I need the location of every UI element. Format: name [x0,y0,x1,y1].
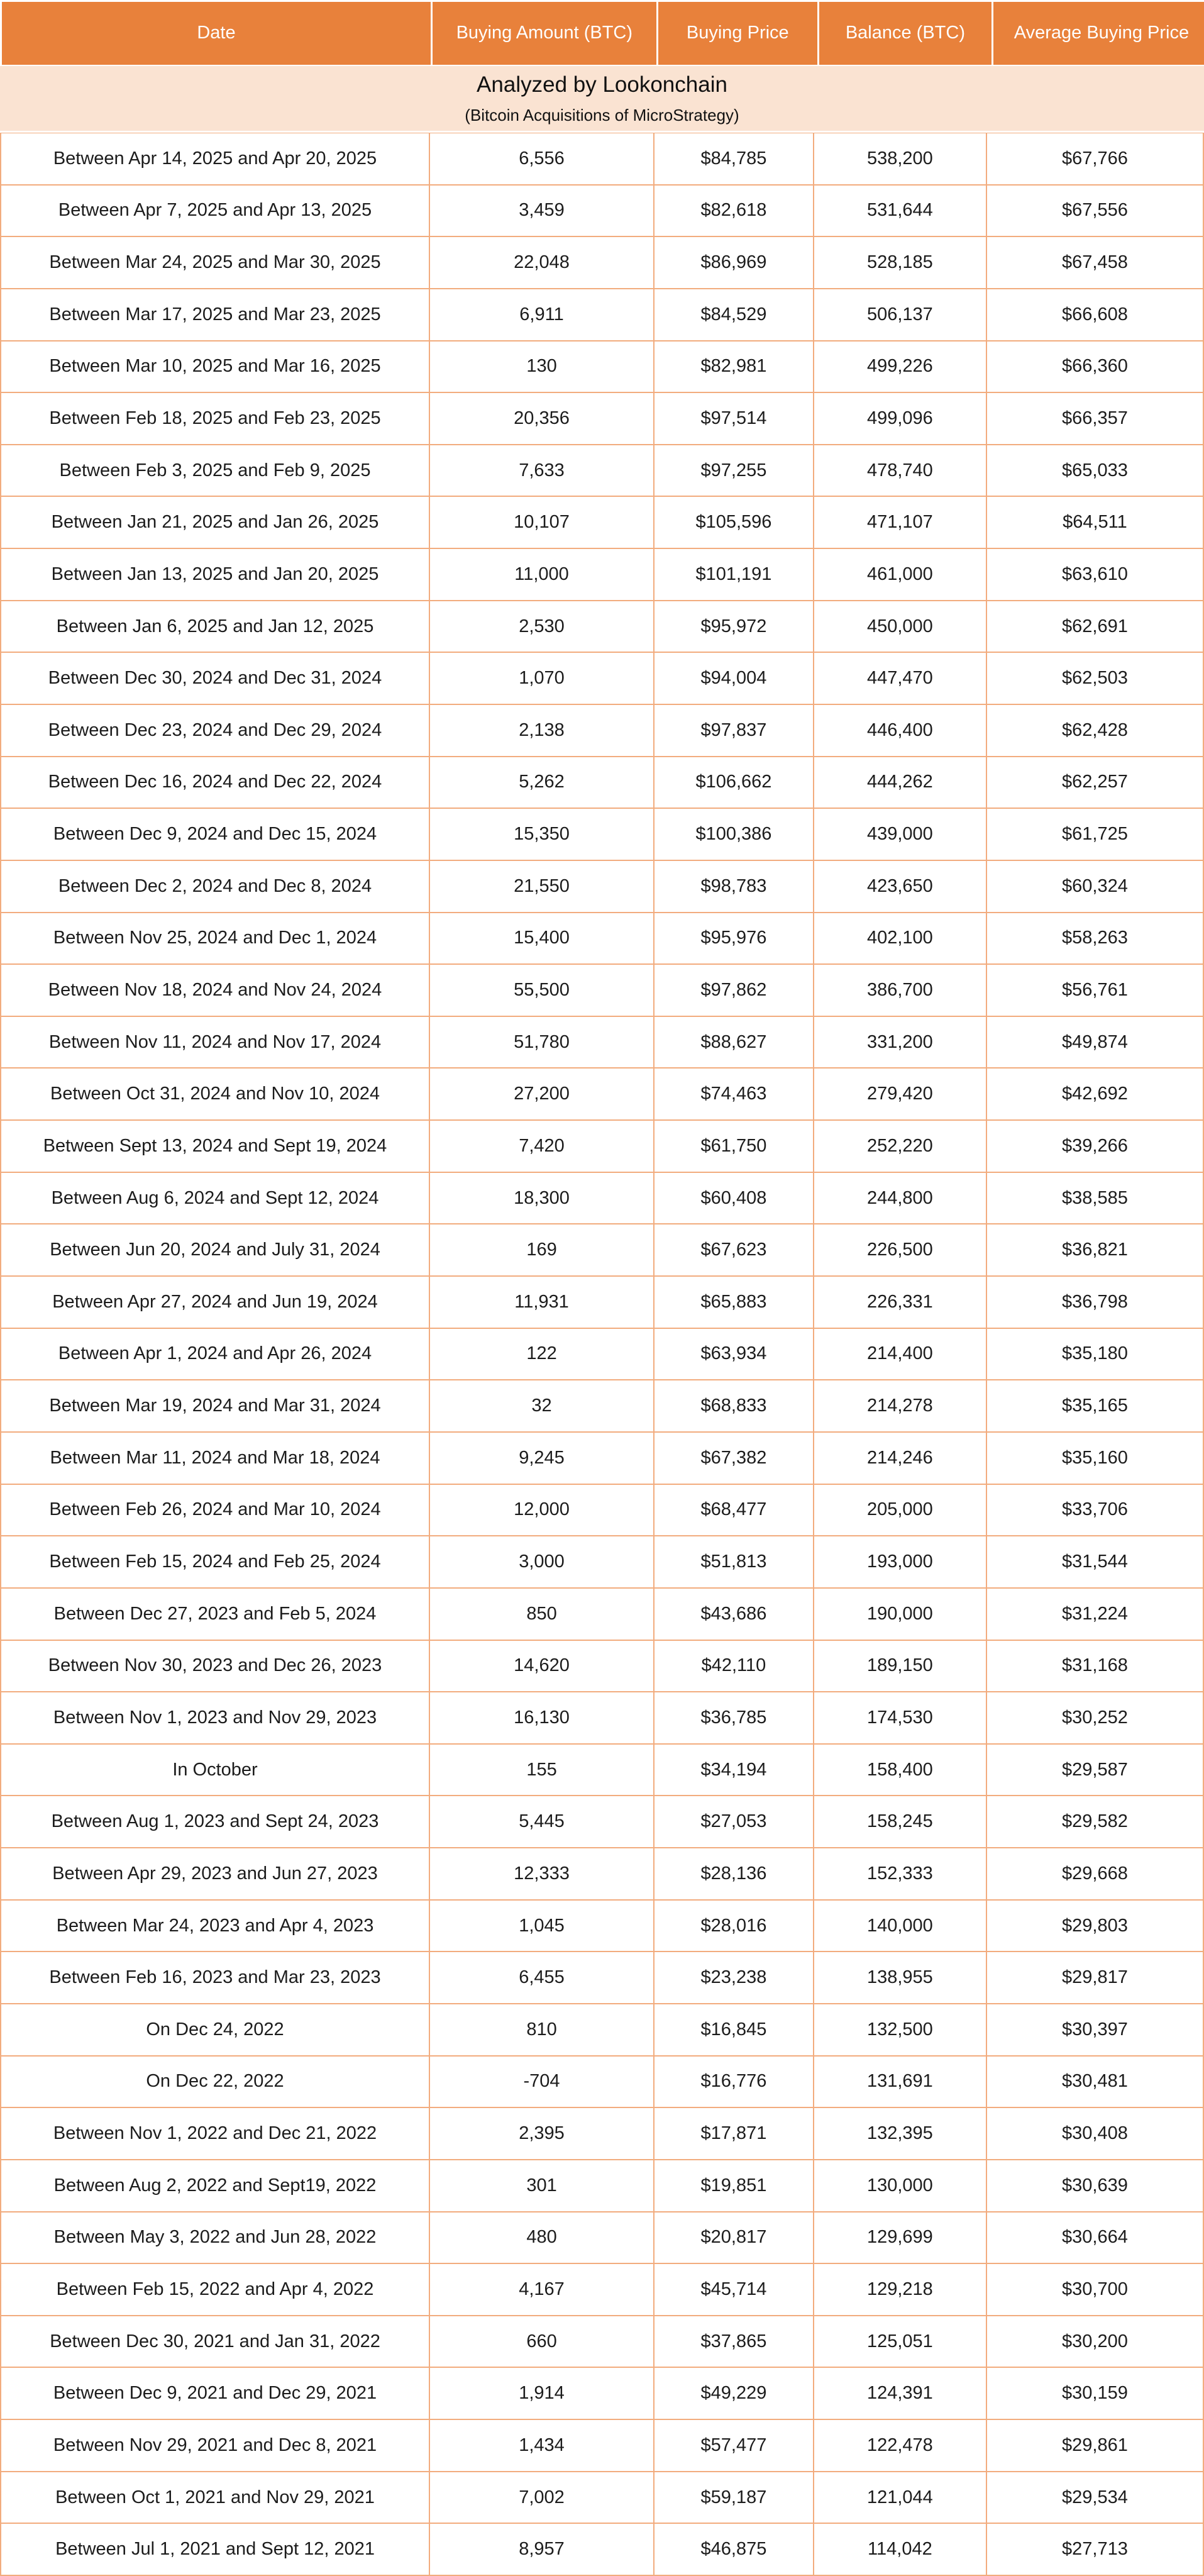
cell-average-buying-price: $66,608 [987,289,1204,341]
cell-balance: 205,000 [814,1485,987,1537]
cell-average-buying-price: $29,582 [987,1796,1204,1848]
cell-buying-price: $59,187 [654,2472,814,2524]
table-row [0,1017,1204,1069]
cell-balance: 506,137 [814,289,987,341]
cell-balance: 214,400 [814,1329,987,1381]
cell-date: Between Dec 27, 2023 and Feb 5, 2024 [0,1589,430,1641]
cell-buying-amount: 5,445 [430,1796,654,1848]
cell-date: Between May 3, 2022 and Jun 28, 2022 [0,2212,430,2265]
cell-date: Between Dec 23, 2024 and Dec 29, 2024 [0,705,430,757]
cell-buying-price: $82,618 [654,186,814,238]
table-row [0,2524,1204,2576]
cell-buying-amount: 810 [430,2004,654,2057]
cell-date: In October [0,1745,430,1797]
cell-buying-amount: 15,350 [430,809,654,861]
cell-average-buying-price: $42,692 [987,1069,1204,1121]
cell-buying-amount: 2,395 [430,2108,654,2160]
cell-buying-amount: 7,420 [430,1121,654,1173]
caption-title: Analyzed by Lookonchain [477,72,727,97]
cell-average-buying-price: $35,165 [987,1380,1204,1433]
cell-date: Between Nov 1, 2022 and Dec 21, 2022 [0,2108,430,2160]
cell-buying-price: $68,477 [654,1485,814,1537]
cell-date: Between Jan 6, 2025 and Jan 12, 2025 [0,601,430,653]
cell-buying-price: $74,463 [654,1069,814,1121]
cell-buying-price: $97,514 [654,393,814,445]
cell-buying-price: $84,529 [654,289,814,341]
table-row [0,2160,1204,2212]
cell-date: Between Dec 9, 2024 and Dec 15, 2024 [0,809,430,861]
cell-balance: 331,200 [814,1017,987,1069]
cell-date: Between Jul 1, 2021 and Sept 12, 2021 [0,2524,430,2576]
cell-average-buying-price: $29,534 [987,2472,1204,2524]
cell-average-buying-price: $60,324 [987,861,1204,913]
cell-buying-price: $97,862 [654,965,814,1017]
cell-buying-amount: 1,434 [430,2420,654,2472]
cell-date: Between Nov 1, 2023 and Nov 29, 2023 [0,1692,430,1745]
cell-buying-amount: 130 [430,341,654,394]
cell-balance: 129,218 [814,2264,987,2316]
cell-buying-amount: 2,138 [430,705,654,757]
cell-date: Between Nov 25, 2024 and Dec 1, 2024 [0,913,430,965]
table-row [0,1277,1204,1329]
cell-average-buying-price: $30,200 [987,2316,1204,2368]
cell-buying-price: $94,004 [654,653,814,705]
cell-balance: 190,000 [814,1589,987,1641]
table-row [0,2264,1204,2316]
column-header-balance: Balance (BTC) [819,2,991,65]
cell-balance: 140,000 [814,1901,987,1953]
cell-buying-amount: 4,167 [430,2264,654,2316]
table-row [0,2316,1204,2368]
cell-buying-price: $16,845 [654,2004,814,2057]
cell-average-buying-price: $67,766 [987,133,1204,186]
cell-buying-amount: -704 [430,2057,654,2109]
cell-buying-amount: 3,000 [430,1536,654,1589]
cell-average-buying-price: $39,266 [987,1121,1204,1173]
cell-buying-price: $19,851 [654,2160,814,2212]
cell-date: Between Nov 18, 2024 and Nov 24, 2024 [0,965,430,1017]
cell-buying-amount: 8,957 [430,2524,654,2576]
cell-balance: 132,500 [814,2004,987,2057]
cell-average-buying-price: $49,874 [987,1017,1204,1069]
cell-buying-price: $27,053 [654,1796,814,1848]
cell-buying-price: $95,972 [654,601,814,653]
cell-average-buying-price: $30,664 [987,2212,1204,2265]
cell-date: Between Mar 24, 2023 and Apr 4, 2023 [0,1901,430,1953]
cell-buying-price: $95,976 [654,913,814,965]
cell-buying-amount: 51,780 [430,1017,654,1069]
cell-buying-price: $97,837 [654,705,814,757]
cell-date: Between Feb 15, 2022 and Apr 4, 2022 [0,2264,430,2316]
cell-average-buying-price: $29,817 [987,1952,1204,2004]
cell-date: On Dec 24, 2022 [0,2004,430,2057]
cell-average-buying-price: $30,639 [987,2160,1204,2212]
cell-average-buying-price: $63,610 [987,549,1204,601]
cell-buying-price: $42,110 [654,1641,814,1693]
table-row [0,809,1204,861]
cell-average-buying-price: $30,481 [987,2057,1204,2109]
cell-date: Between Mar 11, 2024 and Mar 18, 2024 [0,1433,430,1485]
table-row [0,2420,1204,2472]
table-row [0,1433,1204,1485]
cell-average-buying-price: $30,159 [987,2368,1204,2420]
cell-buying-price: $101,191 [654,549,814,601]
cell-date: Between Apr 27, 2024 and Jun 19, 2024 [0,1277,430,1329]
column-header-average-buying-price: Average Buying Price [993,2,1204,65]
cell-buying-price: $34,194 [654,1745,814,1797]
cell-average-buying-price: $62,691 [987,601,1204,653]
cell-buying-price: $17,871 [654,2108,814,2160]
cell-average-buying-price: $56,761 [987,965,1204,1017]
table-row [0,1224,1204,1277]
cell-buying-amount: 27,200 [430,1069,654,1121]
table-row [0,2108,1204,2160]
cell-date: Between Aug 6, 2024 and Sept 12, 2024 [0,1173,430,1225]
table-row [0,497,1204,549]
cell-balance: 478,740 [814,445,987,497]
cell-balance: 121,044 [814,2472,987,2524]
cell-buying-price: $88,627 [654,1017,814,1069]
cell-average-buying-price: $67,556 [987,186,1204,238]
cell-average-buying-price: $67,458 [987,237,1204,289]
cell-date: Between Nov 29, 2021 and Dec 8, 2021 [0,2420,430,2472]
table-row [0,133,1204,186]
cell-balance: 124,391 [814,2368,987,2420]
cell-buying-amount: 21,550 [430,861,654,913]
cell-date: Between Oct 1, 2021 and Nov 29, 2021 [0,2472,430,2524]
table-row [0,445,1204,497]
cell-average-buying-price: $30,700 [987,2264,1204,2316]
cell-buying-amount: 1,045 [430,1901,654,1953]
cell-balance: 114,042 [814,2524,987,2576]
column-header-buying-price: Buying Price [658,2,817,65]
cell-buying-amount: 22,048 [430,237,654,289]
cell-buying-price: $106,662 [654,757,814,809]
cell-average-buying-price: $29,587 [987,1745,1204,1797]
cell-average-buying-price: $62,428 [987,705,1204,757]
cell-buying-amount: 7,633 [430,445,654,497]
cell-buying-price: $61,750 [654,1121,814,1173]
cell-buying-amount: 12,333 [430,1848,654,1901]
cell-average-buying-price: $30,408 [987,2108,1204,2160]
table-row [0,757,1204,809]
cell-balance: 531,644 [814,186,987,238]
cell-balance: 450,000 [814,601,987,653]
cell-buying-price: $63,934 [654,1329,814,1381]
cell-average-buying-price: $30,252 [987,1692,1204,1745]
cell-balance: 130,000 [814,2160,987,2212]
cell-date: Between Apr 29, 2023 and Jun 27, 2023 [0,1848,430,1901]
cell-date: Between Jan 21, 2025 and Jan 26, 2025 [0,497,430,549]
table-row [0,1952,1204,2004]
cell-balance: 129,699 [814,2212,987,2265]
cell-buying-amount: 16,130 [430,1692,654,1745]
cell-buying-amount: 1,070 [430,653,654,705]
cell-date: Between Apr 1, 2024 and Apr 26, 2024 [0,1329,430,1381]
column-header-buying-amount: Buying Amount (BTC) [433,2,656,65]
cell-balance: 214,278 [814,1380,987,1433]
cell-buying-amount: 660 [430,2316,654,2368]
cell-buying-price: $49,229 [654,2368,814,2420]
table-row [0,341,1204,394]
cell-buying-price: $84,785 [654,133,814,186]
cell-balance: 402,100 [814,913,987,965]
cell-average-buying-price: $58,263 [987,913,1204,965]
cell-buying-price: $51,813 [654,1536,814,1589]
cell-buying-price: $65,883 [654,1277,814,1329]
table-row [0,1329,1204,1381]
cell-date: Between Aug 2, 2022 and Sept19, 2022 [0,2160,430,2212]
cell-average-buying-price: $36,821 [987,1224,1204,1277]
table-row [0,705,1204,757]
cell-buying-amount: 11,931 [430,1277,654,1329]
cell-balance: 131,691 [814,2057,987,2109]
table-row [0,1901,1204,1953]
cell-buying-price: $68,833 [654,1380,814,1433]
cell-date: Between Nov 30, 2023 and Dec 26, 2023 [0,1641,430,1693]
cell-balance: 252,220 [814,1121,987,1173]
cell-date: Between Dec 9, 2021 and Dec 29, 2021 [0,2368,430,2420]
table-row [0,1173,1204,1225]
cell-date: Between Mar 10, 2025 and Mar 16, 2025 [0,341,430,394]
cell-buying-price: $57,477 [654,2420,814,2472]
table-row [0,237,1204,289]
table-row [0,1848,1204,1901]
cell-balance: 499,096 [814,393,987,445]
cell-average-buying-price: $31,168 [987,1641,1204,1693]
cell-average-buying-price: $27,713 [987,2524,1204,2576]
cell-date: Between Feb 15, 2024 and Feb 25, 2024 [0,1536,430,1589]
cell-balance: 226,331 [814,1277,987,1329]
cell-balance: 158,400 [814,1745,987,1797]
table-row [0,2368,1204,2420]
table-row [0,965,1204,1017]
cell-average-buying-price: $66,360 [987,341,1204,394]
cell-average-buying-price: $33,706 [987,1485,1204,1537]
table-row [0,2212,1204,2265]
cell-average-buying-price: $29,668 [987,1848,1204,1901]
table-row [0,1745,1204,1797]
cell-buying-amount: 3,459 [430,186,654,238]
cell-balance: 193,000 [814,1536,987,1589]
cell-buying-price: $97,255 [654,445,814,497]
cell-buying-price: $100,386 [654,809,814,861]
cell-date: Between Feb 26, 2024 and Mar 10, 2024 [0,1485,430,1537]
cell-buying-price: $43,686 [654,1589,814,1641]
cell-buying-price: $45,714 [654,2264,814,2316]
cell-buying-price: $67,623 [654,1224,814,1277]
cell-balance: 125,051 [814,2316,987,2368]
cell-buying-amount: 301 [430,2160,654,2212]
cell-buying-price: $82,981 [654,341,814,394]
cell-balance: 152,333 [814,1848,987,1901]
cell-balance: 138,955 [814,1952,987,2004]
cell-average-buying-price: $64,511 [987,497,1204,549]
table-row [0,1796,1204,1848]
table-row [0,1641,1204,1693]
table-row [0,1121,1204,1173]
cell-buying-price: $28,016 [654,1901,814,1953]
table-row [0,653,1204,705]
cell-date: Between Dec 16, 2024 and Dec 22, 2024 [0,757,430,809]
cell-buying-amount: 850 [430,1589,654,1641]
cell-balance: 279,420 [814,1069,987,1121]
cell-buying-price: $46,875 [654,2524,814,2576]
table-row [0,1485,1204,1537]
cell-date: Between Oct 31, 2024 and Nov 10, 2024 [0,1069,430,1121]
table-row [0,1536,1204,1589]
cell-average-buying-price: $31,224 [987,1589,1204,1641]
cell-date: Between Sept 13, 2024 and Sept 19, 2024 [0,1121,430,1173]
cell-buying-price: $86,969 [654,237,814,289]
cell-buying-amount: 20,356 [430,393,654,445]
cell-balance: 446,400 [814,705,987,757]
cell-buying-amount: 155 [430,1745,654,1797]
cell-buying-amount: 55,500 [430,965,654,1017]
cell-buying-price: $37,865 [654,2316,814,2368]
cell-buying-amount: 480 [430,2212,654,2265]
cell-average-buying-price: $62,257 [987,757,1204,809]
table-row [0,1069,1204,1121]
cell-date: Between Feb 16, 2023 and Mar 23, 2023 [0,1952,430,2004]
cell-buying-amount: 15,400 [430,913,654,965]
cell-date: Between Dec 30, 2024 and Dec 31, 2024 [0,653,430,705]
cell-balance: 471,107 [814,497,987,549]
column-header-date: Date [2,2,431,65]
cell-buying-amount: 169 [430,1224,654,1277]
cell-date: Between Mar 24, 2025 and Mar 30, 2025 [0,237,430,289]
cell-date: Between Dec 30, 2021 and Jan 31, 2022 [0,2316,430,2368]
cell-balance: 174,530 [814,1692,987,1745]
cell-balance: 226,500 [814,1224,987,1277]
cell-buying-amount: 1,914 [430,2368,654,2420]
cell-balance: 439,000 [814,809,987,861]
cell-buying-amount: 18,300 [430,1173,654,1225]
table-row [0,393,1204,445]
table-row [0,913,1204,965]
cell-balance: 386,700 [814,965,987,1017]
cell-balance: 132,395 [814,2108,987,2160]
table-row [0,2004,1204,2057]
cell-average-buying-price: $62,503 [987,653,1204,705]
cell-average-buying-price: $35,160 [987,1433,1204,1485]
table-row [0,1692,1204,1745]
table-row [0,2057,1204,2109]
cell-date: Between Apr 14, 2025 and Apr 20, 2025 [0,133,430,186]
cell-balance: 122,478 [814,2420,987,2472]
cell-date: Between Jan 13, 2025 and Jan 20, 2025 [0,549,430,601]
cell-date: Between Mar 17, 2025 and Mar 23, 2025 [0,289,430,341]
table-caption [0,66,1204,131]
cell-average-buying-price: $31,544 [987,1536,1204,1589]
cell-average-buying-price: $65,033 [987,445,1204,497]
cell-buying-amount: 7,002 [430,2472,654,2524]
cell-balance: 423,650 [814,861,987,913]
table-row [0,861,1204,913]
caption-subtitle: (Bitcoin Acquisitions of MicroStrategy) [465,105,739,125]
cell-average-buying-price: $29,861 [987,2420,1204,2472]
cell-date: Between Apr 7, 2025 and Apr 13, 2025 [0,186,430,238]
cell-date: On Dec 22, 2022 [0,2057,430,2109]
cell-balance: 461,000 [814,549,987,601]
cell-buying-price: $36,785 [654,1692,814,1745]
cell-buying-amount: 5,262 [430,757,654,809]
cell-average-buying-price: $61,725 [987,809,1204,861]
cell-balance: 158,245 [814,1796,987,1848]
cell-average-buying-price: $35,180 [987,1329,1204,1381]
cell-buying-price: $98,783 [654,861,814,913]
cell-balance: 214,246 [814,1433,987,1485]
cell-balance: 244,800 [814,1173,987,1225]
cell-balance: 444,262 [814,757,987,809]
cell-buying-amount: 10,107 [430,497,654,549]
cell-balance: 189,150 [814,1641,987,1693]
cell-balance: 538,200 [814,133,987,186]
cell-average-buying-price: $29,803 [987,1901,1204,1953]
cell-buying-price: $16,776 [654,2057,814,2109]
table-row [0,186,1204,238]
cell-date: Between Aug 1, 2023 and Sept 24, 2023 [0,1796,430,1848]
table-header-row [0,0,1204,66]
cell-balance: 447,470 [814,653,987,705]
cell-average-buying-price: $66,357 [987,393,1204,445]
cell-buying-amount: 6,911 [430,289,654,341]
table-row [0,289,1204,341]
cell-buying-amount: 32 [430,1380,654,1433]
table-body [0,133,1204,2576]
cell-buying-amount: 12,000 [430,1485,654,1537]
cell-buying-price: $28,136 [654,1848,814,1901]
cell-date: Between Nov 11, 2024 and Nov 17, 2024 [0,1017,430,1069]
cell-buying-amount: 122 [430,1329,654,1381]
cell-date: Between Dec 2, 2024 and Dec 8, 2024 [0,861,430,913]
cell-date: Between Feb 3, 2025 and Feb 9, 2025 [0,445,430,497]
cell-average-buying-price: $38,585 [987,1173,1204,1225]
table-row [0,549,1204,601]
cell-date: Between Jun 20, 2024 and July 31, 2024 [0,1224,430,1277]
cell-balance: 528,185 [814,237,987,289]
cell-balance: 499,226 [814,341,987,394]
cell-date: Between Feb 18, 2025 and Feb 23, 2025 [0,393,430,445]
cell-buying-amount: 6,455 [430,1952,654,2004]
cell-average-buying-price: $36,798 [987,1277,1204,1329]
cell-buying-amount: 14,620 [430,1641,654,1693]
cell-buying-price: $105,596 [654,497,814,549]
cell-buying-amount: 11,000 [430,549,654,601]
cell-average-buying-price: $30,397 [987,2004,1204,2057]
table-row [0,2472,1204,2524]
cell-date: Between Mar 19, 2024 and Mar 31, 2024 [0,1380,430,1433]
table-row [0,601,1204,653]
table-row [0,1380,1204,1433]
cell-buying-price: $23,238 [654,1952,814,2004]
cell-buying-amount: 9,245 [430,1433,654,1485]
cell-buying-price: $20,817 [654,2212,814,2265]
cell-buying-amount: 6,556 [430,133,654,186]
cell-buying-amount: 2,530 [430,601,654,653]
table-row [0,1589,1204,1641]
cell-buying-price: $60,408 [654,1173,814,1225]
cell-buying-price: $67,382 [654,1433,814,1485]
